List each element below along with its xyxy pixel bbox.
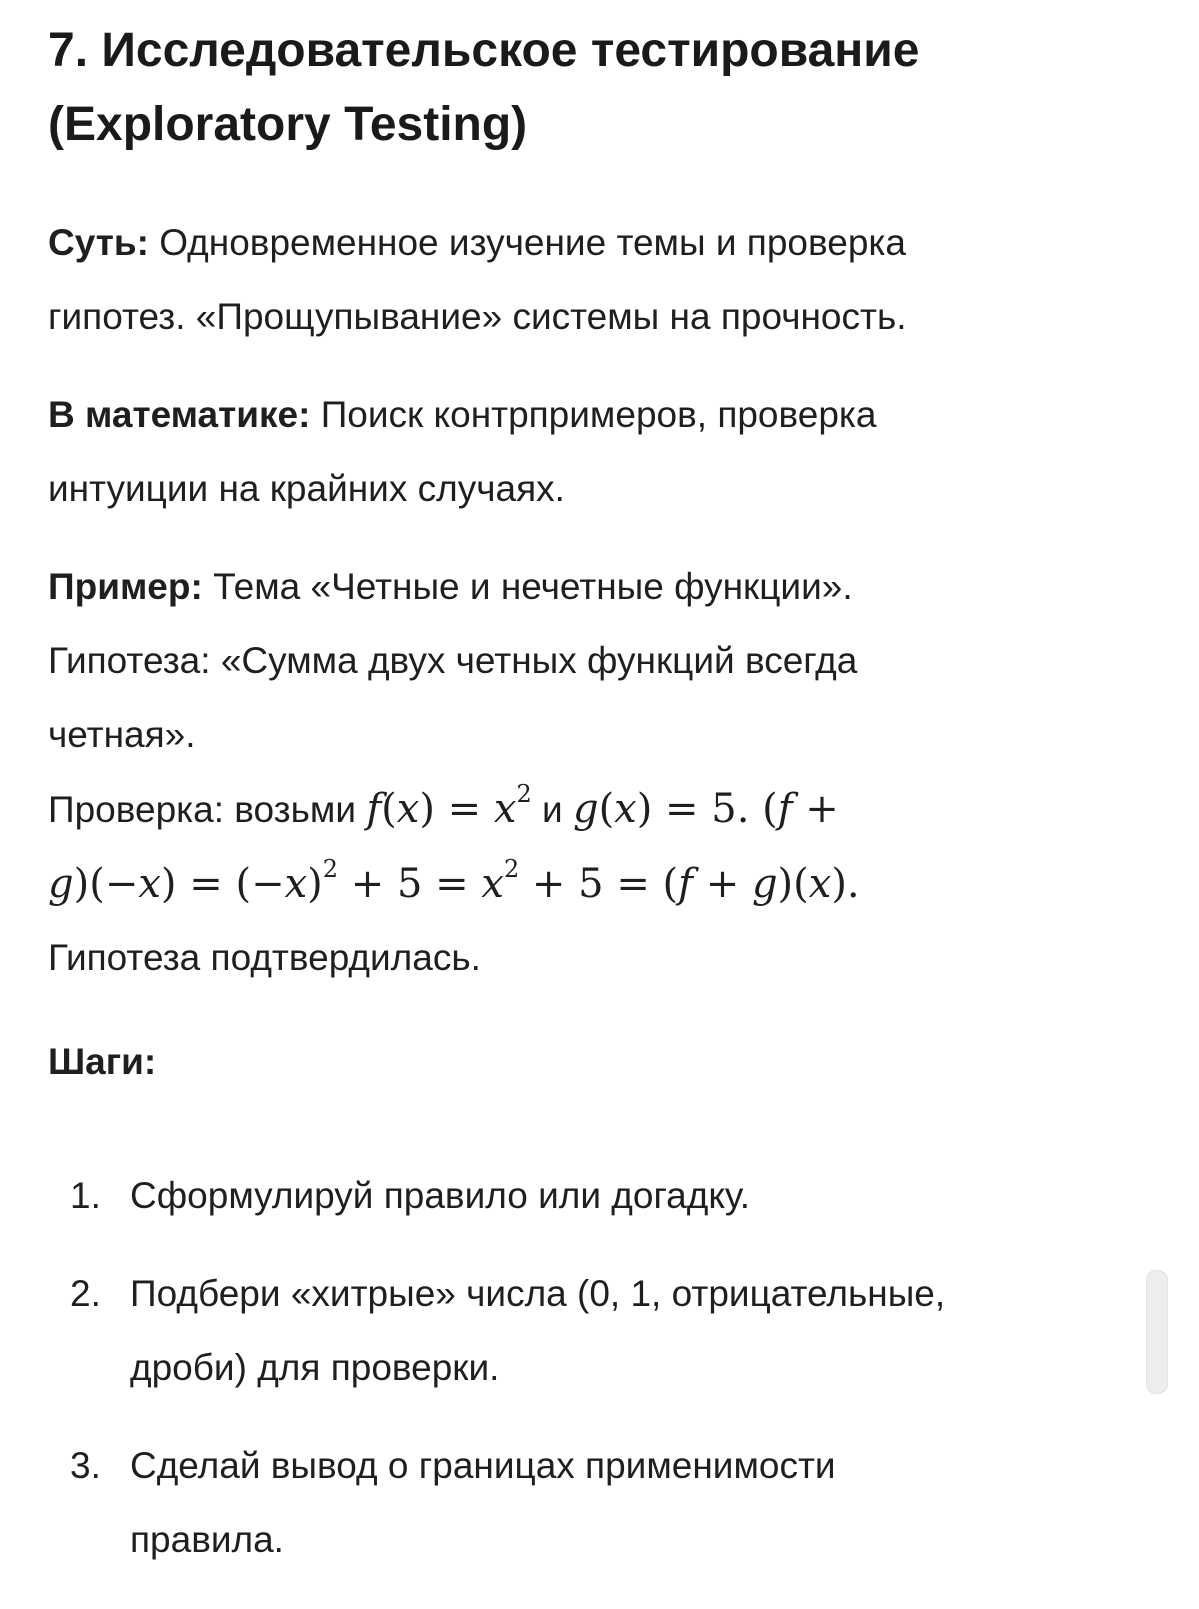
check-line-1 [48,772,1098,847]
formula-check-line: $g)(-x) = (-x)^2 + 5 = x^2 + 5 = (f + g)(x)$. [48,855,860,907]
article [48,0,1098,1601]
scrollbar-thumb[interactable] [1146,1270,1168,1394]
hypothesis-line-2: четная». [48,714,196,755]
step-number: 3. [70,1445,101,1486]
math-text-2: интуиции на крайних случаях. [48,468,565,509]
step-text: Сформулируй правило или догадку. [130,1175,751,1216]
example-paragraph [48,550,1098,995]
math-paragraph [48,378,1098,526]
section-heading [48,14,1098,162]
list-item [48,1257,1098,1405]
math-label: В математике: [48,394,311,435]
formula-g-def: g(x) = 5. (f + [572,786,839,832]
formula-f-def: $f(x) = x^2$ [366,780,532,832]
example-label: Пример: [48,566,203,607]
steps-list [48,1159,1098,1577]
step-text: Сделай вывод о границах применимости [130,1445,836,1486]
example-topic: Тема «Четные и нечетные функции». [213,566,853,607]
step-text-cont: дроби) для проверки. [130,1347,500,1388]
essence-label: Суть: [48,222,149,263]
essence-paragraph [48,206,1098,354]
step-text-cont: правила. [130,1519,284,1560]
hypothesis-line-1: Гипотеза: «Сумма двух четных функций всегда [48,640,858,681]
example-topic-line [48,550,1098,624]
check-prefix: Проверка: возьми [48,789,357,830]
steps-title: Шаги: [48,1041,157,1082]
heading-line-2: (Exploratory Testing) [48,98,528,151]
and-word: и [542,789,563,830]
math-text-1: Поиск контрпримеров, проверка [320,394,877,435]
list-item [48,1159,1098,1233]
essence-text-2: гипотез. «Прощупывание» системы на прочность. [48,296,907,337]
essence-text-1: Одновременное изучение темы и проверка [159,222,906,263]
conclusion-line: Гипотеза подтвердилась. [48,937,481,978]
list-item [48,1429,1098,1577]
heading-line-1: 7. Исследовательское тестирование [48,24,920,77]
step-number: 2. [70,1273,101,1314]
step-text: Подбери «хитрые» числа (0, 1, отрицательные, [130,1273,946,1314]
step-number: 1. [70,1175,101,1216]
